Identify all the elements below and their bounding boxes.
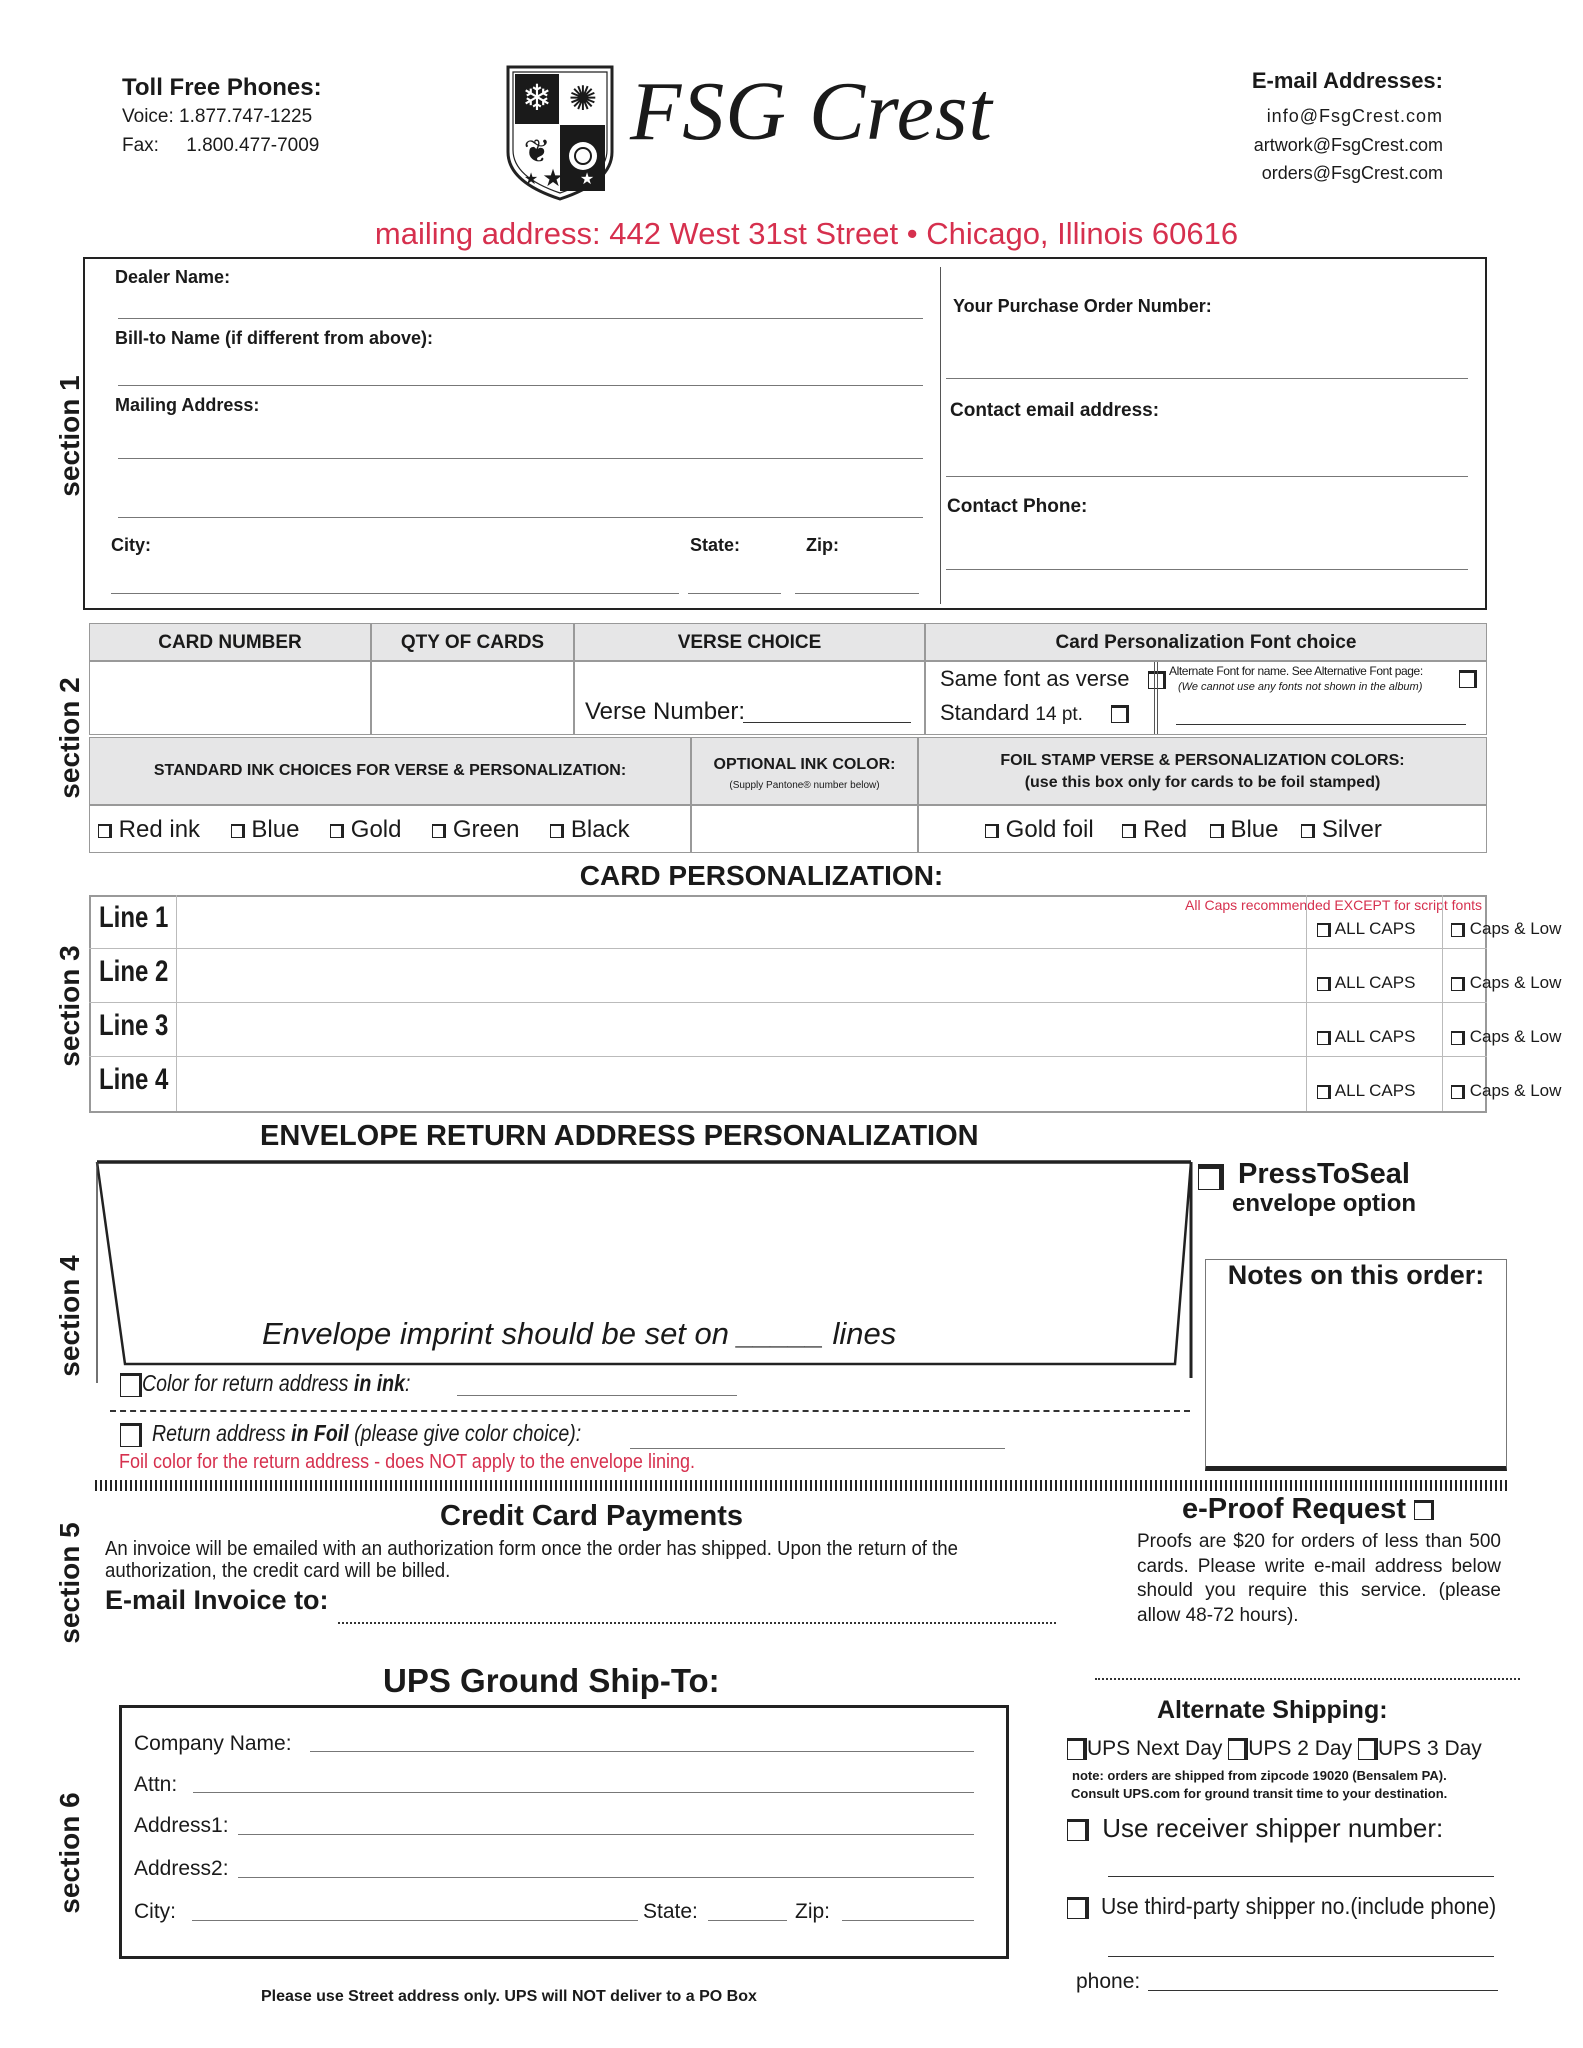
foil-options-row — [918, 805, 1487, 853]
press-to-seal-label: PressToSeal — [1238, 1158, 1410, 1190]
receiver-field[interactable] — [1108, 1876, 1494, 1877]
email-invoice-label: E-mail Invoice to: — [105, 1585, 329, 1615]
phone-label: phone: — [1076, 1970, 1141, 1993]
line-3-input[interactable] — [176, 1003, 1306, 1056]
press-to-seal-sub: envelope option — [1232, 1190, 1417, 1217]
svg-text:❦: ❦ — [523, 132, 551, 170]
credit-card-title: Credit Card Payments — [440, 1500, 743, 1532]
contact-email-label: Contact email address: — [950, 400, 1160, 421]
qty-field[interactable] — [371, 661, 574, 735]
svg-text:✺: ✺ — [568, 79, 598, 119]
header-font-choice: Card Personalization Font choice — [925, 623, 1487, 661]
line-4-label: Line 4 — [99, 1063, 169, 1096]
contact-email-field[interactable] — [946, 476, 1468, 477]
section-1-label: section 1 — [54, 375, 85, 497]
section-2-label: section 2 — [54, 677, 85, 799]
foil-option-blue[interactable]: Blue — [1210, 816, 1279, 843]
alt-font-checkbox[interactable] — [1459, 670, 1477, 688]
same-font-label: Same font as verse — [940, 666, 1130, 691]
credit-card-body: An invoice will be emailed with an authorization form once the order has shipped. Upon the return of the authorization, the credit card will be billed. — [105, 1538, 958, 1582]
attn-field[interactable] — [193, 1792, 974, 1793]
ink-option-blue[interactable]: Blue — [231, 816, 300, 843]
city-field[interactable] — [111, 593, 679, 594]
header-qty: QTY OF CARDS — [371, 623, 574, 661]
foil-option-red[interactable]: Red — [1122, 816, 1187, 843]
po-number-label: Your Purchase Order Number: — [953, 296, 1212, 316]
attn-label: Attn: — [134, 1773, 178, 1796]
third-party-option[interactable] — [1067, 1893, 1531, 1920]
line-1-label: Line 1 — [99, 901, 169, 934]
email-info[interactable]: info@FsgCrest.com — [1266, 106, 1443, 126]
mailing-address-field-2[interactable] — [118, 517, 923, 518]
bill-to-label: Bill-to Name (if different from above): — [115, 328, 434, 348]
line-2-all-caps[interactable]: ALL CAPS — [1306, 949, 1442, 1002]
receiver-checkbox[interactable] — [1067, 1819, 1089, 1841]
ship-state-field[interactable] — [708, 1920, 787, 1921]
alt-option-2-day[interactable]: UPS 2 Day — [1228, 1737, 1352, 1760]
company-label: Company Name: — [134, 1732, 292, 1755]
envelope-imprint-area[interactable] — [95, 1158, 1195, 1383]
alt-note-1: note: orders are shipped from zipcode 19020 (Bensalem PA). — [1072, 1768, 1447, 1783]
line-3-row — [89, 1003, 1562, 1057]
brand-name: FSG Crest — [630, 65, 993, 158]
voice-number: Voice: 1.877.747-1225 — [122, 106, 313, 127]
card-number-field[interactable] — [89, 661, 371, 735]
imprint-lines-text: Envelope imprint should be set on _____ lines — [262, 1316, 897, 1351]
header-card-number: CARD NUMBER — [89, 623, 371, 661]
alt-note-2: Consult UPS.com for ground transit time to your destination. — [1071, 1786, 1448, 1801]
optional-ink-field[interactable] — [691, 805, 918, 853]
ink-color-checkbox[interactable] — [120, 1373, 142, 1397]
address2-label: Address2: — [134, 1857, 229, 1880]
line-3-caps-low[interactable]: Caps & Low — [1442, 1003, 1583, 1056]
address1-label: Address1: — [134, 1814, 229, 1837]
card-personalization-title: CARD PERSONALIZATION: — [579, 860, 944, 891]
mailing-address-label: Mailing Address: — [115, 395, 260, 415]
alt-option-3-day[interactable]: UPS 3 Day — [1358, 1737, 1482, 1760]
dealer-name-field[interactable] — [118, 318, 923, 319]
ink-color-field[interactable] — [457, 1395, 737, 1396]
fax-number: 1.800.477-7009 — [186, 135, 320, 156]
foil-color-field[interactable] — [630, 1448, 1005, 1449]
ship-city-field[interactable] — [192, 1920, 638, 1921]
address2-field[interactable] — [238, 1877, 974, 1878]
svg-text:★: ★ — [523, 171, 539, 188]
line-3-label: Line 3 — [99, 1009, 169, 1042]
eproof-checkbox[interactable] — [1414, 1500, 1434, 1520]
standard-checkbox[interactable] — [1111, 705, 1129, 723]
foil-option-silver[interactable]: Silver — [1301, 816, 1382, 843]
ink-options-row — [89, 805, 691, 853]
ship-zip-field[interactable] — [842, 1920, 974, 1921]
crest-logo-icon — [505, 64, 615, 202]
svg-text:★: ★ — [542, 165, 564, 192]
zip-label: Zip: — [806, 535, 839, 555]
company-field[interactable] — [310, 1751, 974, 1752]
third-party-field[interactable] — [1108, 1956, 1494, 1957]
po-number-field[interactable] — [946, 378, 1468, 379]
font-cell-divider — [1154, 662, 1158, 734]
foil-header: FOIL STAMP VERSE & PERSONALIZATION COLORS: (use this box only for cards to be foil stamped) — [918, 737, 1487, 805]
line-2-row — [89, 949, 1562, 1003]
standard-label: Standard — [940, 700, 1030, 725]
section-6-label: section 6 — [54, 1792, 85, 1914]
line-1-caps-low[interactable]: Caps & Low — [1442, 895, 1583, 948]
verse-choice-cell — [574, 661, 925, 735]
foil-color-checkbox[interactable] — [120, 1423, 142, 1447]
contact-phone-label: Contact Phone: — [947, 496, 1088, 517]
ship-city-label: City: — [134, 1900, 176, 1923]
svg-text:★: ★ — [579, 171, 595, 188]
line-1-row — [89, 895, 1562, 949]
caps-note: All Caps recommended EXCEPT for script fonts — [1185, 897, 1482, 913]
alt-option-next-day[interactable]: UPS Next Day — [1067, 1737, 1222, 1760]
foil-color-option[interactable]: Return address in Foil (please give color choice): — [120, 1420, 657, 1447]
standard-pt-label: 14 pt. — [1035, 704, 1083, 725]
line-1-all-caps[interactable]: ALL CAPS — [1306, 895, 1442, 948]
city-label: City: — [111, 535, 151, 555]
svg-text:❄: ❄ — [521, 78, 553, 119]
alt-shipping-divider — [1095, 1678, 1520, 1680]
line-4-caps-low[interactable]: Caps & Low — [1442, 1057, 1583, 1111]
mailing-address: mailing address: 442 West 31st Street • Chicago, Illinois 60616 — [374, 216, 1239, 251]
po-box-note: Please use Street address only. UPS will NOT deliver to a PO Box — [261, 1988, 757, 2005]
line-4-input[interactable] — [176, 1057, 1306, 1111]
phone-field[interactable] — [1148, 1990, 1498, 1991]
ink-option-green[interactable]: Green — [432, 816, 519, 843]
fax-label: Fax: — [122, 135, 159, 156]
section-1-box — [83, 257, 1487, 610]
line-2-caps-low[interactable]: Caps & Low — [1442, 949, 1583, 1002]
ship-zip-label: Zip: — [795, 1900, 831, 1923]
eproof-title: e-Proof Request — [1182, 1493, 1406, 1525]
header-verse-choice: VERSE CHOICE — [574, 623, 925, 661]
line-2-label: Line 2 — [99, 955, 169, 988]
notes-title: Notes on this order: — [1227, 1260, 1485, 1290]
line-4-all-caps[interactable]: ALL CAPS — [1306, 1057, 1442, 1111]
dealer-name-label: Dealer Name: — [115, 267, 231, 287]
alt-shipping-title: Alternate Shipping: — [1157, 1696, 1388, 1724]
alt-shipping-options — [1067, 1737, 1482, 1761]
phones-title: Toll Free Phones: — [122, 74, 322, 101]
alt-font-label: Alternate Font for name. See Alternative Font page: — [1169, 664, 1423, 678]
section-1-divider — [940, 267, 941, 604]
ink-option-black[interactable]: Black — [550, 816, 629, 843]
verse-number-label: Verse Number: — [585, 698, 746, 725]
state-field[interactable] — [688, 593, 781, 594]
emails-title: E-mail Addresses: — [1251, 68, 1443, 93]
zip-field[interactable] — [795, 593, 919, 594]
email-orders[interactable]: orders@FsgCrest.com — [1261, 163, 1443, 183]
ink-option-red[interactable]: Red ink — [98, 816, 200, 843]
receiver-label: Use receiver shipper number: — [1102, 1813, 1444, 1843]
standard-font-option[interactable] — [940, 700, 1129, 726]
eproof-option[interactable] — [1182, 1493, 1434, 1526]
fax-row — [122, 135, 319, 157]
contact-phone-field[interactable] — [946, 569, 1468, 570]
verse-number-field[interactable] — [743, 722, 911, 723]
same-font-option[interactable] — [940, 666, 1166, 692]
third-party-label: Use third-party shipper no.(include phone) — [1101, 1893, 1497, 1919]
state-label: State: — [690, 535, 741, 555]
perforation-divider — [95, 1480, 1510, 1491]
foil-option-gold[interactable]: Gold foil — [985, 816, 1094, 843]
eproof-body: Proofs are $20 for orders of less than 500 cards. Please write e-mail address below should you require this service. (please allow 48-72 hours). — [1137, 1531, 1501, 1627]
optional-ink-header: OPTIONAL INK COLOR: (Supply Pantone® number below) — [691, 737, 918, 805]
dashed-divider — [110, 1410, 1190, 1412]
section-3-label: section 3 — [54, 945, 85, 1067]
section-5-label: section 5 — [54, 1522, 85, 1644]
ups-ground-title: UPS Ground Ship-To: — [383, 1662, 720, 1699]
bill-to-field[interactable] — [118, 385, 923, 386]
email-artwork[interactable]: artwork@FsgCrest.com — [1253, 135, 1443, 155]
third-party-checkbox[interactable] — [1067, 1897, 1089, 1919]
section-4-label: section 4 — [54, 1255, 85, 1377]
mailing-address-field-1[interactable] — [118, 458, 923, 459]
alt-font-note: (We cannot use any fonts not shown in the album) — [1178, 681, 1423, 693]
line-2-input[interactable] — [176, 949, 1306, 1002]
address1-field[interactable] — [238, 1834, 974, 1835]
email-invoice-field[interactable] — [338, 1622, 1056, 1624]
font-choice-cell — [925, 661, 1487, 735]
alt-font-field[interactable] — [1176, 724, 1466, 725]
foil-note: Foil color for the return address - does NOT apply to the envelope lining. — [119, 1451, 695, 1473]
line-4-row — [89, 1057, 1562, 1113]
ship-state-label: State: — [643, 1900, 698, 1923]
envelope-title: ENVELOPE RETURN ADDRESS PERSONALIZATION — [260, 1120, 979, 1152]
ink-option-gold[interactable]: Gold — [330, 816, 401, 843]
press-to-seal-checkbox[interactable] — [1198, 1164, 1224, 1190]
ink-color-option[interactable]: Color for return address in ink: — [120, 1370, 458, 1397]
notes-box[interactable] — [1205, 1259, 1507, 1471]
line-3-all-caps[interactable]: ALL CAPS — [1306, 1003, 1442, 1056]
line-1-input[interactable] — [176, 895, 1306, 948]
receiver-shipper-option[interactable] — [1067, 1813, 1443, 1844]
std-ink-header: STANDARD INK CHOICES FOR VERSE & PERSONALIZATION: — [89, 737, 691, 805]
